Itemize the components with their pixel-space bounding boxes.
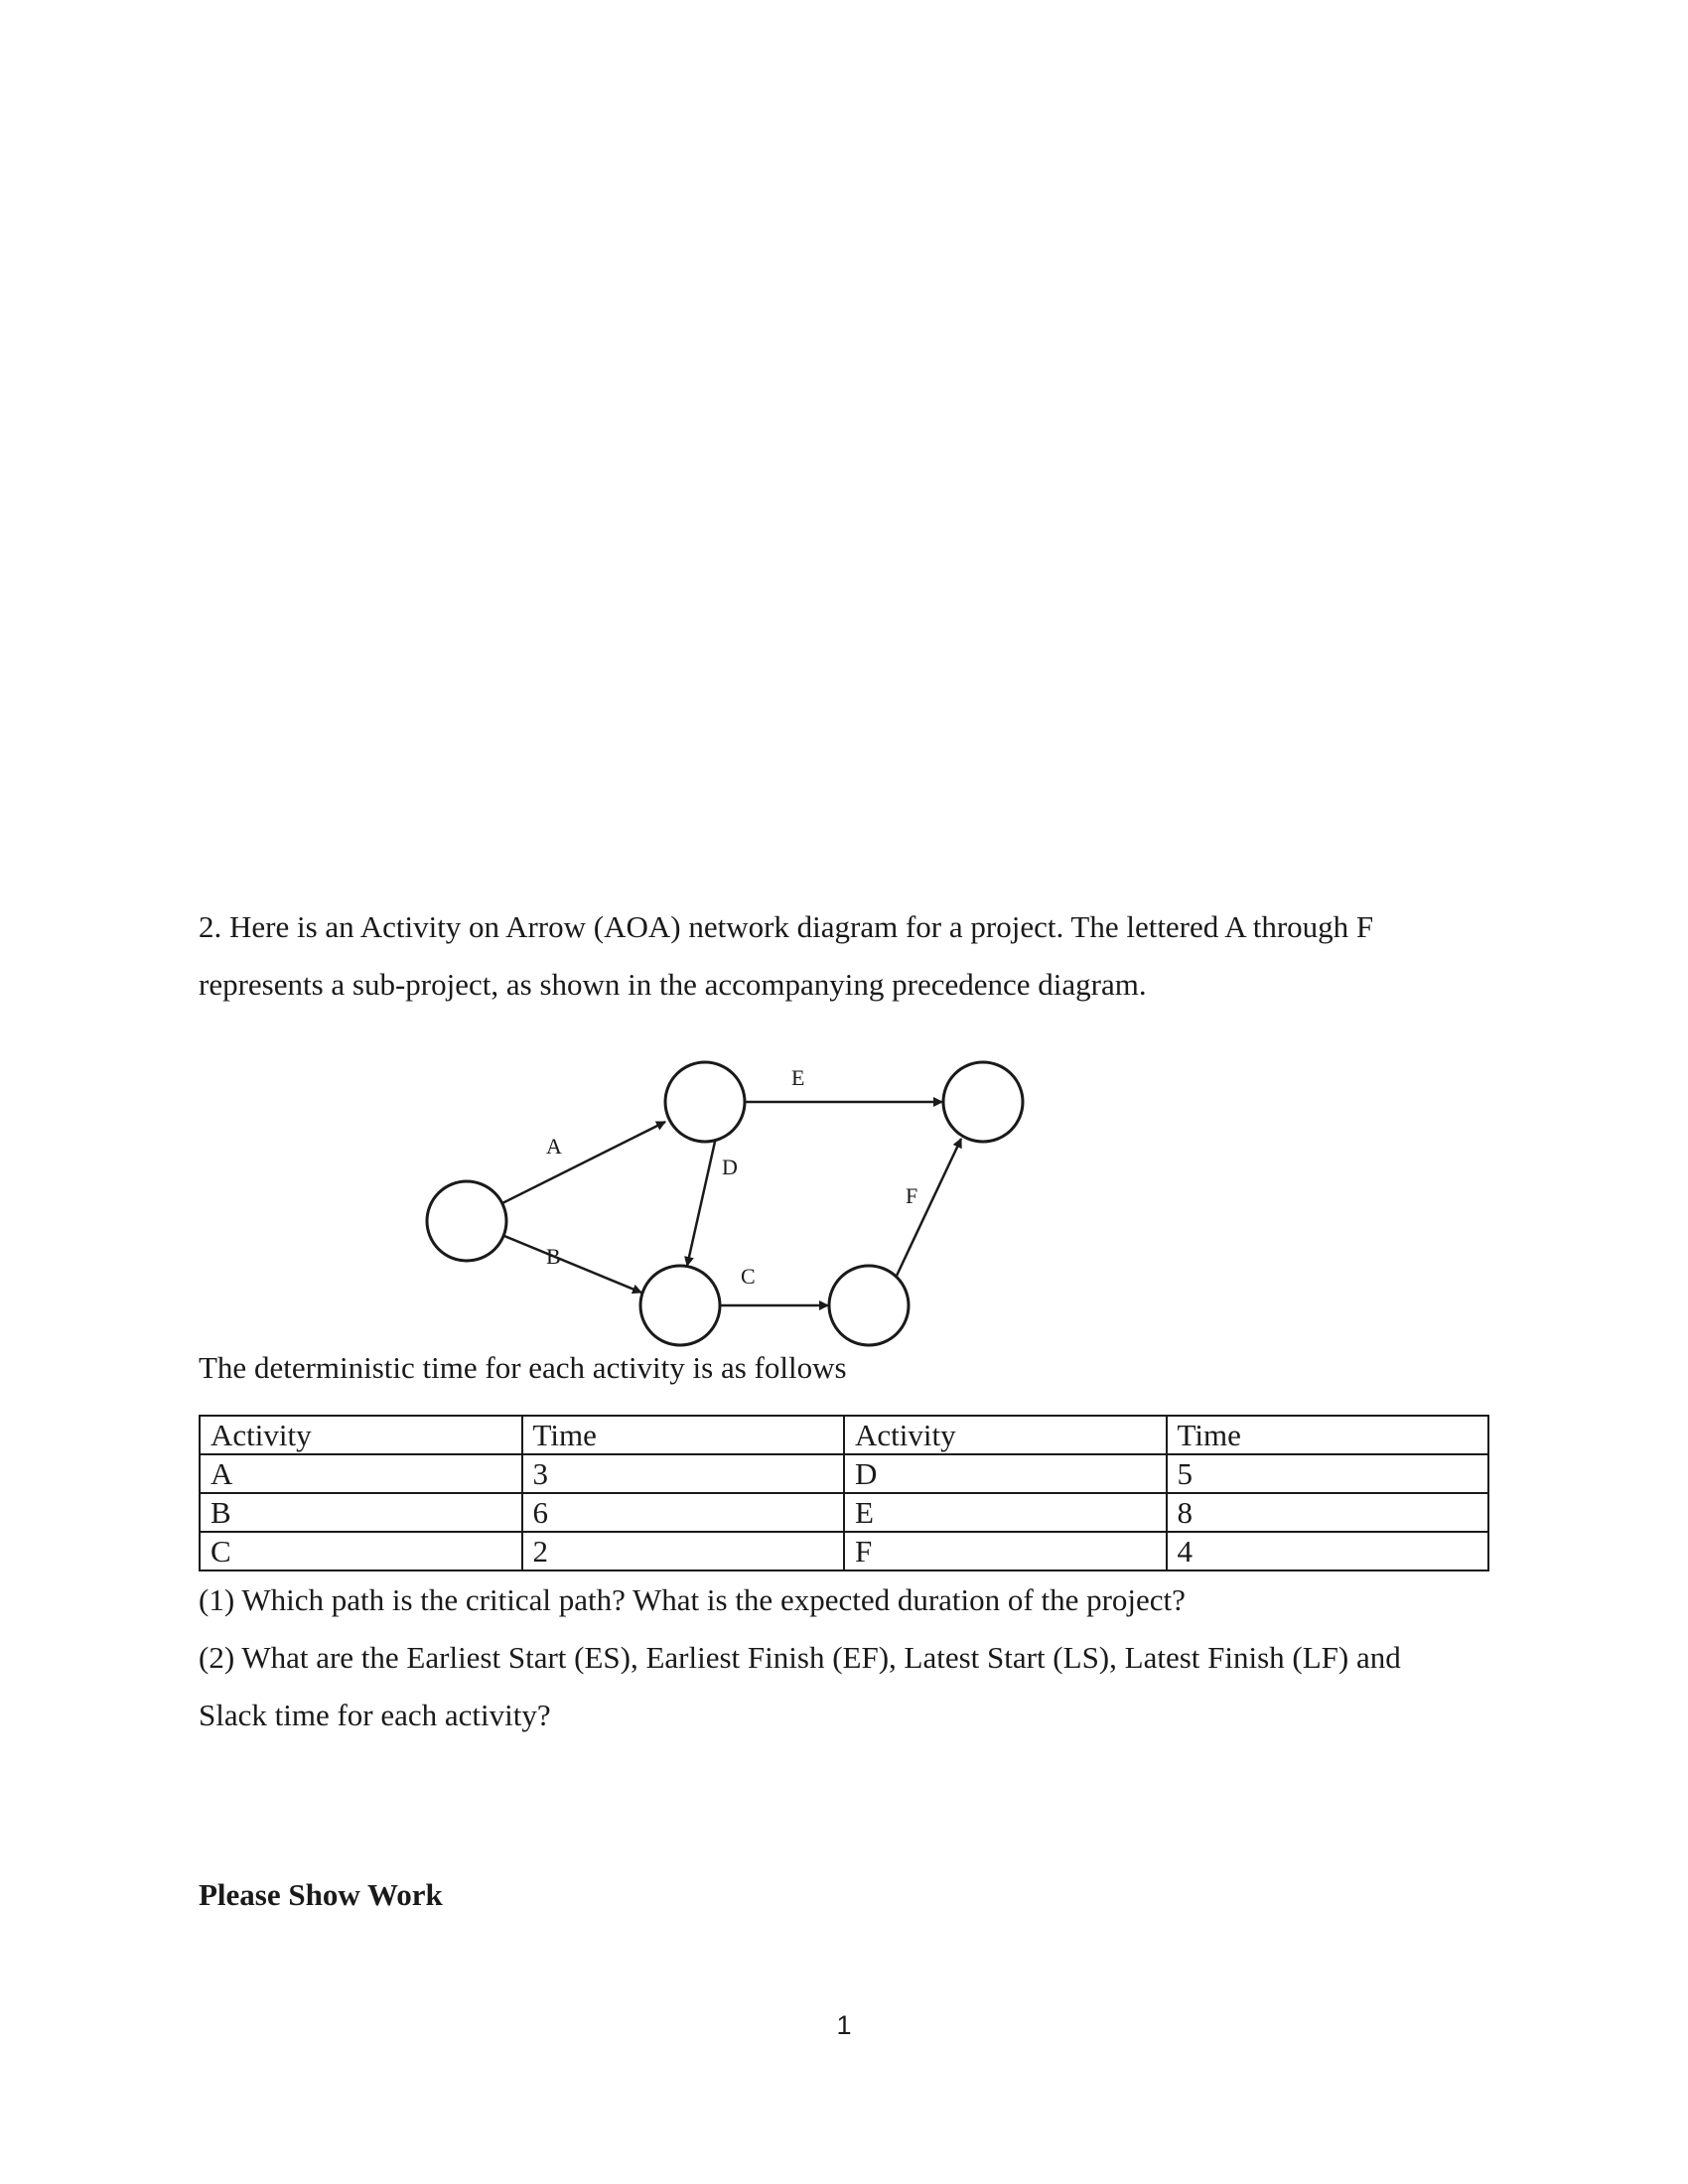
header-cell: Time: [1167, 1416, 1489, 1454]
intro-line: 2. Here is an Activity on Arrow (AOA) network diagram for a project. The lettered A through F: [199, 909, 1374, 944]
header-cell: Activity: [200, 1416, 522, 1454]
intro-line: represents a sub-project, as shown in the accompanying precedence diagram.: [199, 967, 1147, 1002]
arrow-label-f: F: [906, 1183, 918, 1208]
table-cell: 6: [522, 1493, 845, 1532]
instruction-text: Please Show Work: [199, 1877, 443, 1912]
table-cell: E: [844, 1493, 1167, 1532]
table-cell: D: [844, 1454, 1167, 1493]
arrow-a: [502, 1122, 665, 1203]
table-cell: B: [200, 1493, 522, 1532]
arrow-label-a: A: [546, 1134, 562, 1159]
node-bottom-middle: [640, 1266, 720, 1345]
question-list: [199, 1571, 1489, 1744]
arrow-label-c: C: [741, 1264, 756, 1289]
table-caption: The deterministic time for each activity is as follows: [199, 1350, 847, 1385]
table-row: [200, 1493, 1488, 1532]
aoa-network-diagram: [397, 1047, 1072, 1365]
table-cell: F: [844, 1532, 1167, 1570]
question-intro: [199, 898, 1489, 1014]
arrow-label-b: B: [546, 1244, 561, 1269]
arrow-b: [504, 1236, 641, 1293]
table-cell: 2: [522, 1532, 845, 1570]
table-cell: 4: [1167, 1532, 1489, 1570]
table-cell: 8: [1167, 1493, 1489, 1532]
table-row: [200, 1454, 1488, 1493]
table-cell: C: [200, 1532, 522, 1570]
table-header-row: [200, 1416, 1488, 1454]
activity-time-table: [199, 1415, 1489, 1571]
table-row: [200, 1532, 1488, 1570]
node-top-middle: [665, 1062, 745, 1142]
arrow-label-e: E: [791, 1065, 805, 1090]
arrow-d: [687, 1142, 715, 1266]
node-bottom-right: [829, 1266, 909, 1345]
arrow-label-d: D: [722, 1155, 738, 1179]
table-cell: A: [200, 1454, 522, 1493]
node-start: [427, 1181, 506, 1261]
question-line: (2) What are the Earliest Start (ES), Earliest Finish (EF), Latest Start (LS), Latest Finish (LF) and: [199, 1640, 1401, 1675]
question-line: (1) Which path is the critical path? What is the expected duration of the project?: [199, 1582, 1186, 1617]
header-cell: Activity: [844, 1416, 1167, 1454]
table-cell: 5: [1167, 1454, 1489, 1493]
question-line: Slack time for each activity?: [199, 1698, 551, 1732]
page-number: 1: [836, 2010, 852, 2040]
table-cell: 3: [522, 1454, 845, 1493]
node-end: [943, 1062, 1023, 1142]
header-cell: Time: [522, 1416, 845, 1454]
